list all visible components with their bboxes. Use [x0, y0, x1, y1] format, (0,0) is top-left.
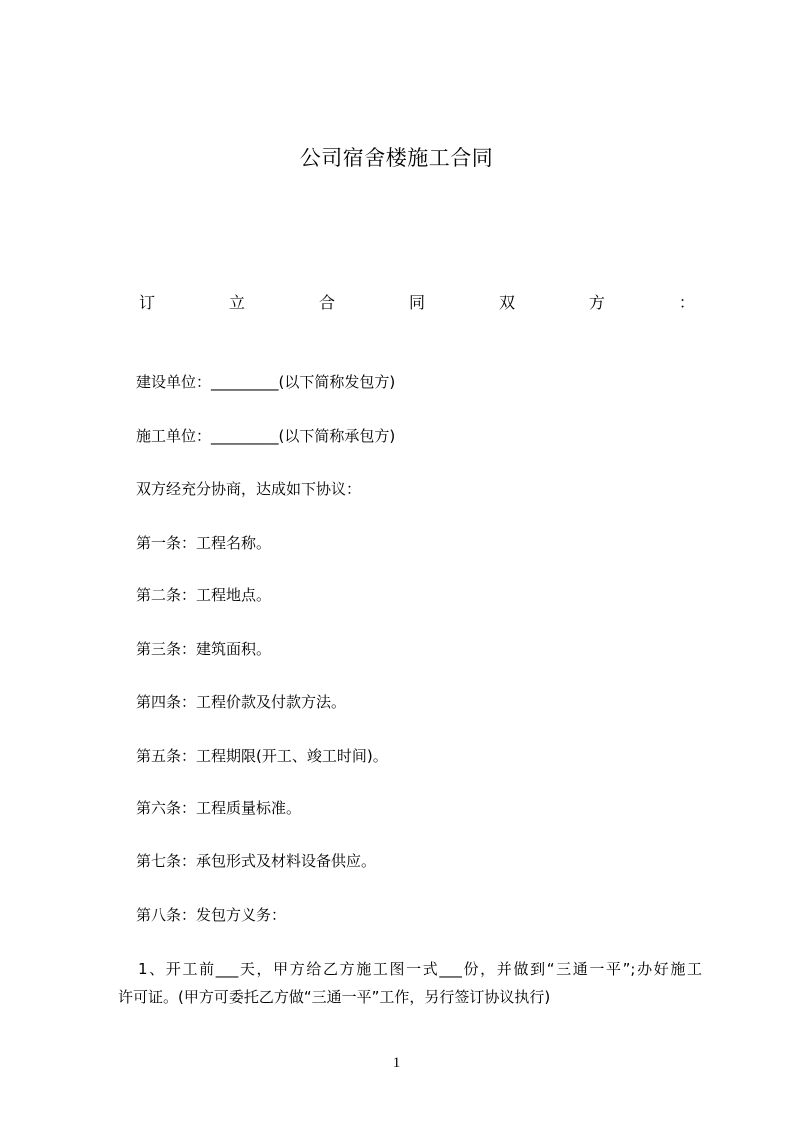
- obligation-line-1: 1、开工前___天，甲方给乙方施工图一式___份，并做到“三通一平”;办好施工: [138, 960, 702, 978]
- parties-heading-char: 订: [139, 293, 156, 312]
- parties-heading-char: 方: [588, 293, 605, 312]
- contractor-unit-line: 施工单位：_________(以下简称承包方): [136, 427, 396, 445]
- parties-heading-char: 双: [498, 293, 515, 312]
- obligation-line-2: 许可证。(甲方可委托乙方做“三通一平”工作，另行签订协议执行): [118, 988, 551, 1006]
- client-unit-line: 建设单位：_________(以下简称发包方): [136, 373, 396, 391]
- article-7: 第七条：承包形式及材料设备供应。: [136, 852, 377, 870]
- parties-heading-char: 同: [408, 293, 425, 312]
- article-5: 第五条：工程期限(开工、竣工时间)。: [136, 747, 388, 765]
- parties-heading-char: ：: [678, 293, 695, 312]
- article-3: 第三条：建筑面积。: [136, 640, 272, 658]
- article-1: 第一条：工程名称。: [136, 534, 272, 552]
- obligation-paragraph: [118, 955, 702, 1011]
- article-6: 第六条：工程质量标准。: [136, 799, 302, 817]
- parties-heading-char: 立: [228, 293, 245, 312]
- parties-heading: [139, 290, 695, 313]
- page-number: 1: [392, 1055, 401, 1071]
- article-8: 第八条：发包方义务：: [136, 906, 287, 924]
- article-4: 第四条：工程价款及付款方法。: [136, 693, 347, 711]
- parties-heading-char: 合: [318, 293, 335, 312]
- article-2: 第二条：工程地点。: [136, 586, 272, 604]
- page-title: 公司宿舍楼施工合同: [299, 146, 494, 170]
- agreement-intro-line: 双方经充分协商，达成如下协议：: [136, 480, 362, 498]
